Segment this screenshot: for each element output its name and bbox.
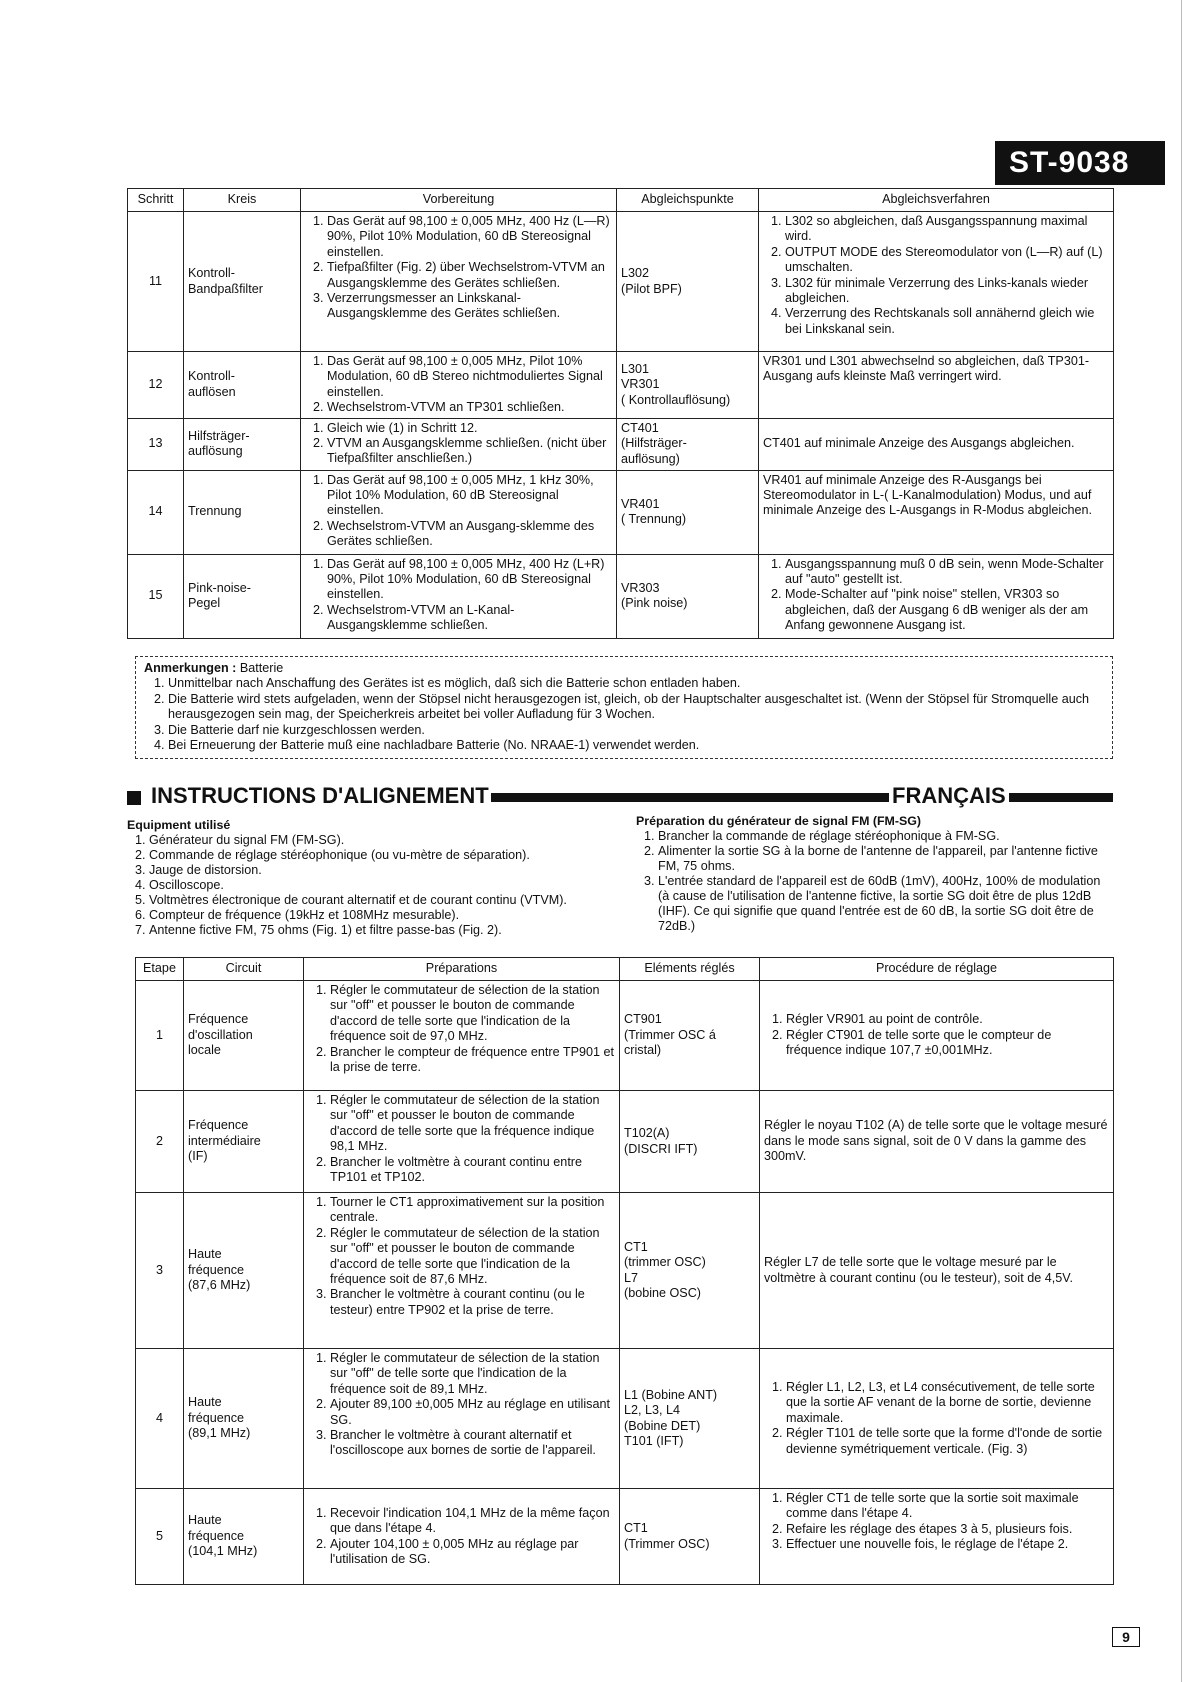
equipment-list xyxy=(127,818,617,938)
step-cell: 14 xyxy=(128,470,184,554)
step-cell: 12 xyxy=(128,352,184,419)
preparation-cell xyxy=(301,418,617,470)
notes-title: Anmerkungen : xyxy=(144,661,237,675)
proc-item: 1. L302 so abgleichen, daß Ausgangsspannung maximal wird. xyxy=(785,214,1109,245)
prep-item: 2. Régler le commutateur de sélection de la station sur "off" et pousser le bouton de commande d'accord de telle sorte que l'indication de la fréquence soit de 87,6 MHz. xyxy=(330,1226,615,1288)
table-row xyxy=(136,1091,1114,1193)
circuit-cell: Trennung xyxy=(184,470,301,554)
procedure-cell xyxy=(760,981,1114,1091)
equipment-item: 7. Antenne fictive FM, 75 ohms (Fig. 1) et filtre passe-bas (Fig. 2). xyxy=(149,923,617,938)
prep-item: 2. Brancher le compteur de fréquence entre TP901 et la prise de terre. xyxy=(330,1045,615,1076)
step-cell: 5 xyxy=(136,1489,184,1585)
page-number: 9 xyxy=(1112,1627,1140,1647)
table-header-row xyxy=(136,958,1114,981)
procedure-cell xyxy=(760,1489,1114,1585)
prep-item: 2. Ajouter 89,100 ±0,005 MHz au réglage en utilisant SG. xyxy=(330,1397,615,1428)
equipment-item: 4. Oscilloscope. xyxy=(149,878,617,893)
step-cell: 13 xyxy=(128,418,184,470)
header-cell: Préparations xyxy=(304,958,620,981)
header-cell: Abgleichspunkte xyxy=(617,189,759,212)
proc-item: 3. L302 für minimale Verzerrung des Links-kanals wieder abgleichen. xyxy=(785,276,1109,307)
table-row xyxy=(136,1489,1114,1585)
fmsg-item: 3. L'entrée standard de l'appareil est de 60dB (1mV), 400Hz, 100% de modulation (à cause de l'utilisation de l'antenne fictive, la sortie SG doit être de plus 12dB (IHF). Ce qui signifie que quand l'entrée est de 60 dB, la sortie SG doit être de 72dB.) xyxy=(658,874,1113,934)
section-title: INSTRUCTIONS D'ALIGNEMENT xyxy=(151,783,489,808)
preparation-cell xyxy=(304,1091,620,1193)
section-language: FRANÇAIS xyxy=(889,783,1009,809)
notes-subtitle: Batterie xyxy=(239,661,284,675)
table-row xyxy=(136,1349,1114,1489)
preparation-cell xyxy=(304,1349,620,1489)
proc-item: 4. Verzerrung des Rechtskanals soll annähernd gleich wie bei Linkskanal sein. xyxy=(785,306,1109,337)
prep-item: 1. Régler le commutateur de sélection de la station sur "off" et pousser le bouton de commande d'accord de telle sorte que la fréquence indique 98,1 MHz. xyxy=(330,1093,615,1155)
circuit-cell: Hilfsträger- auflösung xyxy=(184,418,301,470)
note-item: 3. Die Batterie darf nie kurzgeschlossen werden. xyxy=(168,723,1104,738)
procedure-cell: VR401 auf minimale Anzeige des R-Ausgangs bei Stereomodulator in L-( L-Kanalmodulation) Modus, und auf minimale Anzeige des L-Ausgangs in R-Modus abgleichen. xyxy=(759,470,1114,554)
preparation-cell xyxy=(301,470,617,554)
prep-item: 3. Verzerrungsmesser an Linkskanal-Ausgangsklemme des Gerätes schließen. xyxy=(327,291,612,322)
prep-item: 1. Das Gerät auf 98,100 ± 0,005 MHz, 400 Hz (L—R) 90%, Pilot 10% Modulation, 60 dB Stereosignal einstellen. xyxy=(327,214,612,260)
prep-item: 1. Das Gerät auf 98,100 ± 0,005 MHz, 1 kHz 30%, Pilot 10% Modulation, 60 dB Stereosignal einstellen. xyxy=(327,473,612,519)
adjust-points-cell: L302 (Pilot BPF) xyxy=(617,212,759,352)
prep-item: 2. VTVM an Ausgangsklemme schließen. (nicht über Tiefpaßfilter anschließen.) xyxy=(327,436,612,467)
prep-item: 2. Wechselstrom-VTVM an TP301 schließen. xyxy=(327,400,612,415)
prep-item: 3. Brancher le voltmètre à courant alternatif et l'oscilloscope aux bornes de sortie de l'appareil. xyxy=(330,1428,615,1459)
equipment-item: 3. Jauge de distorsion. xyxy=(149,863,617,878)
header-cell: Kreis xyxy=(184,189,301,212)
step-cell: 4 xyxy=(136,1349,184,1489)
procedure-cell xyxy=(759,212,1114,352)
circuit-cell: Fréquence intermédiaire (IF) xyxy=(184,1091,304,1193)
prep-item: 1. Das Gerät auf 98,100 ± 0,005 MHz, 400 Hz (L+R) 90%, Pilot 10% Modulation, 60 dB Stereosignal einstellen. xyxy=(327,557,612,603)
table-row xyxy=(128,418,1114,470)
german-alignment-table xyxy=(127,188,1114,639)
preparation-cell xyxy=(304,1489,620,1585)
circuit-cell: Haute fréquence (104,1 MHz) xyxy=(184,1489,304,1585)
scan-edge-line xyxy=(1181,0,1182,1682)
note-item: 1. Unmittelbar nach Anschaffung des Gerätes ist es möglich, daß sich die Batterie schon entladen haben. xyxy=(168,676,1104,691)
adjust-points-cell: L1 (Bobine ANT) L2, L3, L4 (Bobine DET) T101 (IFT) xyxy=(620,1349,760,1489)
circuit-cell: Haute fréquence (87,6 MHz) xyxy=(184,1193,304,1349)
preparation-cell xyxy=(301,212,617,352)
notes-title-line xyxy=(144,661,1104,676)
procedure-cell xyxy=(760,1349,1114,1489)
adjust-points-cell: VR303 (Pink noise) xyxy=(617,554,759,638)
header-cell: Abgleichsverfahren xyxy=(759,189,1114,212)
header-cell: Etape xyxy=(136,958,184,981)
equipment-item: 1. Générateur du signal FM (FM-SG). xyxy=(149,833,617,848)
adjust-points-cell: CT401 (Hilfsträger- auflösung) xyxy=(617,418,759,470)
prep-item: 2. Wechselstrom-VTVM an L-Kanal-Ausgangsklemme schließen. xyxy=(327,603,612,634)
table-row xyxy=(128,212,1114,352)
fmsg-preparation xyxy=(636,814,1113,934)
step-cell: 2 xyxy=(136,1091,184,1193)
circuit-cell: Kontroll- auflösen xyxy=(184,352,301,419)
proc-item: 2. Régler CT901 de telle sorte que le compteur de fréquence indique 107,7 ±0,001MHz. xyxy=(786,1028,1109,1059)
fmsg-title: Préparation du générateur de signal FM (FM-SG) xyxy=(636,814,922,828)
prep-item: 2. Wechselstrom-VTVM an Ausgang-sklemme des Gerätes schließen. xyxy=(327,519,612,550)
proc-item: 2. Refaire les réglage des étapes 3 à 5, plusieurs fois. xyxy=(786,1522,1109,1537)
heading-bullet-square xyxy=(127,791,141,805)
note-item: 4. Bei Erneuerung der Batterie muß eine nachladbare Batterie (No. NRAAE-1) verwendet werden. xyxy=(168,738,1104,753)
table-row xyxy=(128,352,1114,419)
header-cell: Vorbereitung xyxy=(301,189,617,212)
proc-item: 1. Régler CT1 de telle sorte que la sortie soit maximale comme dans l'étape 4. xyxy=(786,1491,1109,1522)
header-cell: Procédure de réglage xyxy=(760,958,1114,981)
circuit-cell: Kontroll- Bandpaßfilter xyxy=(184,212,301,352)
header-cell: Circuit xyxy=(184,958,304,981)
preparation-cell xyxy=(301,352,617,419)
adjust-points-cell: L301 VR301 ( Kontrollauflösung) xyxy=(617,352,759,419)
header-cell: Eléments réglés xyxy=(620,958,760,981)
procedure-cell: VR301 und L301 abwechselnd so abgleichen, daß TP301-Ausgang aufs kleinste Maß verringert wird. xyxy=(759,352,1114,419)
proc-item: 1. Régler VR901 au point de contrôle. xyxy=(786,1012,1109,1027)
step-cell: 15 xyxy=(128,554,184,638)
table-header-row xyxy=(128,189,1114,212)
prep-item: 1. Recevoir l'indication 104,1 MHz de la même façon que dans l'étape 4. xyxy=(330,1506,615,1537)
prep-item: 1. Régler le commutateur de sélection de la station sur "off" et pousser le bouton de commande d'accord de telle sorte que l'indication de la fréquence soit de 97,0 MHz. xyxy=(330,983,615,1045)
step-cell: 1 xyxy=(136,981,184,1091)
proc-item: 2. Régler T101 de telle sorte que la forme d'l'onde de sortie devienne symétriquement verticale. (Fig. 3) xyxy=(786,1426,1109,1457)
table-row xyxy=(128,554,1114,638)
circuit-cell: Pink-noise- Pegel xyxy=(184,554,301,638)
proc-item: 2. OUTPUT MODE des Stereomodulator von (L—R) auf (L) umschalten. xyxy=(785,245,1109,276)
battery-notes-box xyxy=(135,656,1113,759)
adjust-points-cell: T102(A) (DISCRI IFT) xyxy=(620,1091,760,1193)
proc-item: 3. Effectuer une nouvelle fois, le réglage de l'étape 2. xyxy=(786,1537,1109,1552)
adjust-points-cell: VR401 ( Trennung) xyxy=(617,470,759,554)
equipment-item: 6. Compteur de fréquence (19kHz et 108MHz mesurable). xyxy=(149,908,617,923)
header-cell: Schritt xyxy=(128,189,184,212)
french-alignment-table xyxy=(135,957,1114,1585)
prep-item: 3. Brancher le voltmètre à courant continu (ou le testeur) entre TP902 et la prise de terre. xyxy=(330,1287,615,1318)
procedure-cell: Régler L7 de telle sorte que le voltage mesuré par le voltmètre à courant continu (ou le testeur), soit de 4,5V. xyxy=(760,1193,1114,1349)
preparation-cell xyxy=(304,1193,620,1349)
adjust-points-cell: CT901 (Trimmer OSC á cristal) xyxy=(620,981,760,1091)
prep-item: 1. Tourner le CT1 approximativement sur la position centrale. xyxy=(330,1195,615,1226)
prep-item: 2. Tiefpaßfilter (Fig. 2) über Wechselstrom-VTVM an Ausgangsklemme des Gerätes schließen. xyxy=(327,260,612,291)
equipment-title: Equipment utilisé xyxy=(127,818,231,832)
heading-rule xyxy=(477,793,897,802)
circuit-cell: Haute fréquence (89,1 MHz) xyxy=(184,1349,304,1489)
table-row xyxy=(128,470,1114,554)
equipment-item: 5. Voltmètres électronique de courant alternatif et de courant continu (VTVM). xyxy=(149,893,617,908)
preparation-cell xyxy=(304,981,620,1091)
procedure-cell: Régler le noyau T102 (A) de telle sorte que le voltage mesuré dans le mode sans signal, soit de 0 V dans la gamme des 300mV. xyxy=(760,1091,1114,1193)
table-row xyxy=(136,1193,1114,1349)
note-item: 2. Die Batterie wird stets aufgeladen, wenn der Stöpsel nicht herausgezogen ist, gleich, ob der Hauptschalter ausgeschaltet ist. (Wenn der Stöpsel für Stromquelle auch herausgezogen sein mag, der Speicherkreis arbeitet bei voller Aufladung für 3 Wochen. xyxy=(168,692,1104,723)
prep-item: 1. Gleich wie (1) in Schritt 12. xyxy=(327,421,612,436)
fmsg-item: 2. Alimenter la sortie SG à la borne de l'antenne de l'appareil, par l'antenne fictive FM, 75 ohms. xyxy=(658,844,1113,874)
step-cell: 3 xyxy=(136,1193,184,1349)
prep-item: 2. Ajouter 104,100 ± 0,005 MHz au réglage par l'utilisation de SG. xyxy=(330,1537,615,1568)
step-cell: 11 xyxy=(128,212,184,352)
circuit-cell: Fréquence d'oscillation locale xyxy=(184,981,304,1091)
table-row xyxy=(136,981,1114,1091)
adjust-points-cell: CT1 (Trimmer OSC) xyxy=(620,1489,760,1585)
section-heading xyxy=(127,783,1113,811)
fmsg-item: 1. Brancher la commande de réglage stéréophonique à FM-SG. xyxy=(658,829,1113,844)
model-badge: ST-9038 xyxy=(995,141,1165,185)
prep-item: 2. Brancher le voltmètre à courant continu entre TP101 et TP102. xyxy=(330,1155,615,1186)
proc-item: 1. Ausgangsspannung muß 0 dB sein, wenn Mode-Schalter auf "auto" gestellt ist. xyxy=(785,557,1109,588)
adjust-points-cell: CT1 (trimmer OSC) L7 (bobine OSC) xyxy=(620,1193,760,1349)
preparation-cell xyxy=(301,554,617,638)
prep-item: 1. Régler le commutateur de sélection de la station sur "off" de telle sorte que l'indication de la fréquence soit de 89,1 MHz. xyxy=(330,1351,615,1397)
proc-item: 2. Mode-Schalter auf "pink noise" stellen, VR303 so abgleichen, daß der Ausgang 6 dB weniger als der am Anfang gewonnene Ausgang ist. xyxy=(785,587,1109,633)
proc-item: 1. Régler L1, L2, L3, et L4 consécutivement, de telle sorte que la sortie AF venant de la borne de sortie, devienne maximale. xyxy=(786,1380,1109,1426)
heading-rule xyxy=(1007,793,1113,802)
prep-item: 1. Das Gerät auf 98,100 ± 0,005 MHz, Pilot 10% Modulation, 60 dB Stereo nichtmoduliertes Signal einstellen. xyxy=(327,354,612,400)
procedure-cell xyxy=(759,554,1114,638)
equipment-item: 2. Commande de réglage stéréophonique (ou vu-mètre de séparation). xyxy=(149,848,617,863)
procedure-cell: CT401 auf minimale Anzeige des Ausgangs abgleichen. xyxy=(759,418,1114,470)
